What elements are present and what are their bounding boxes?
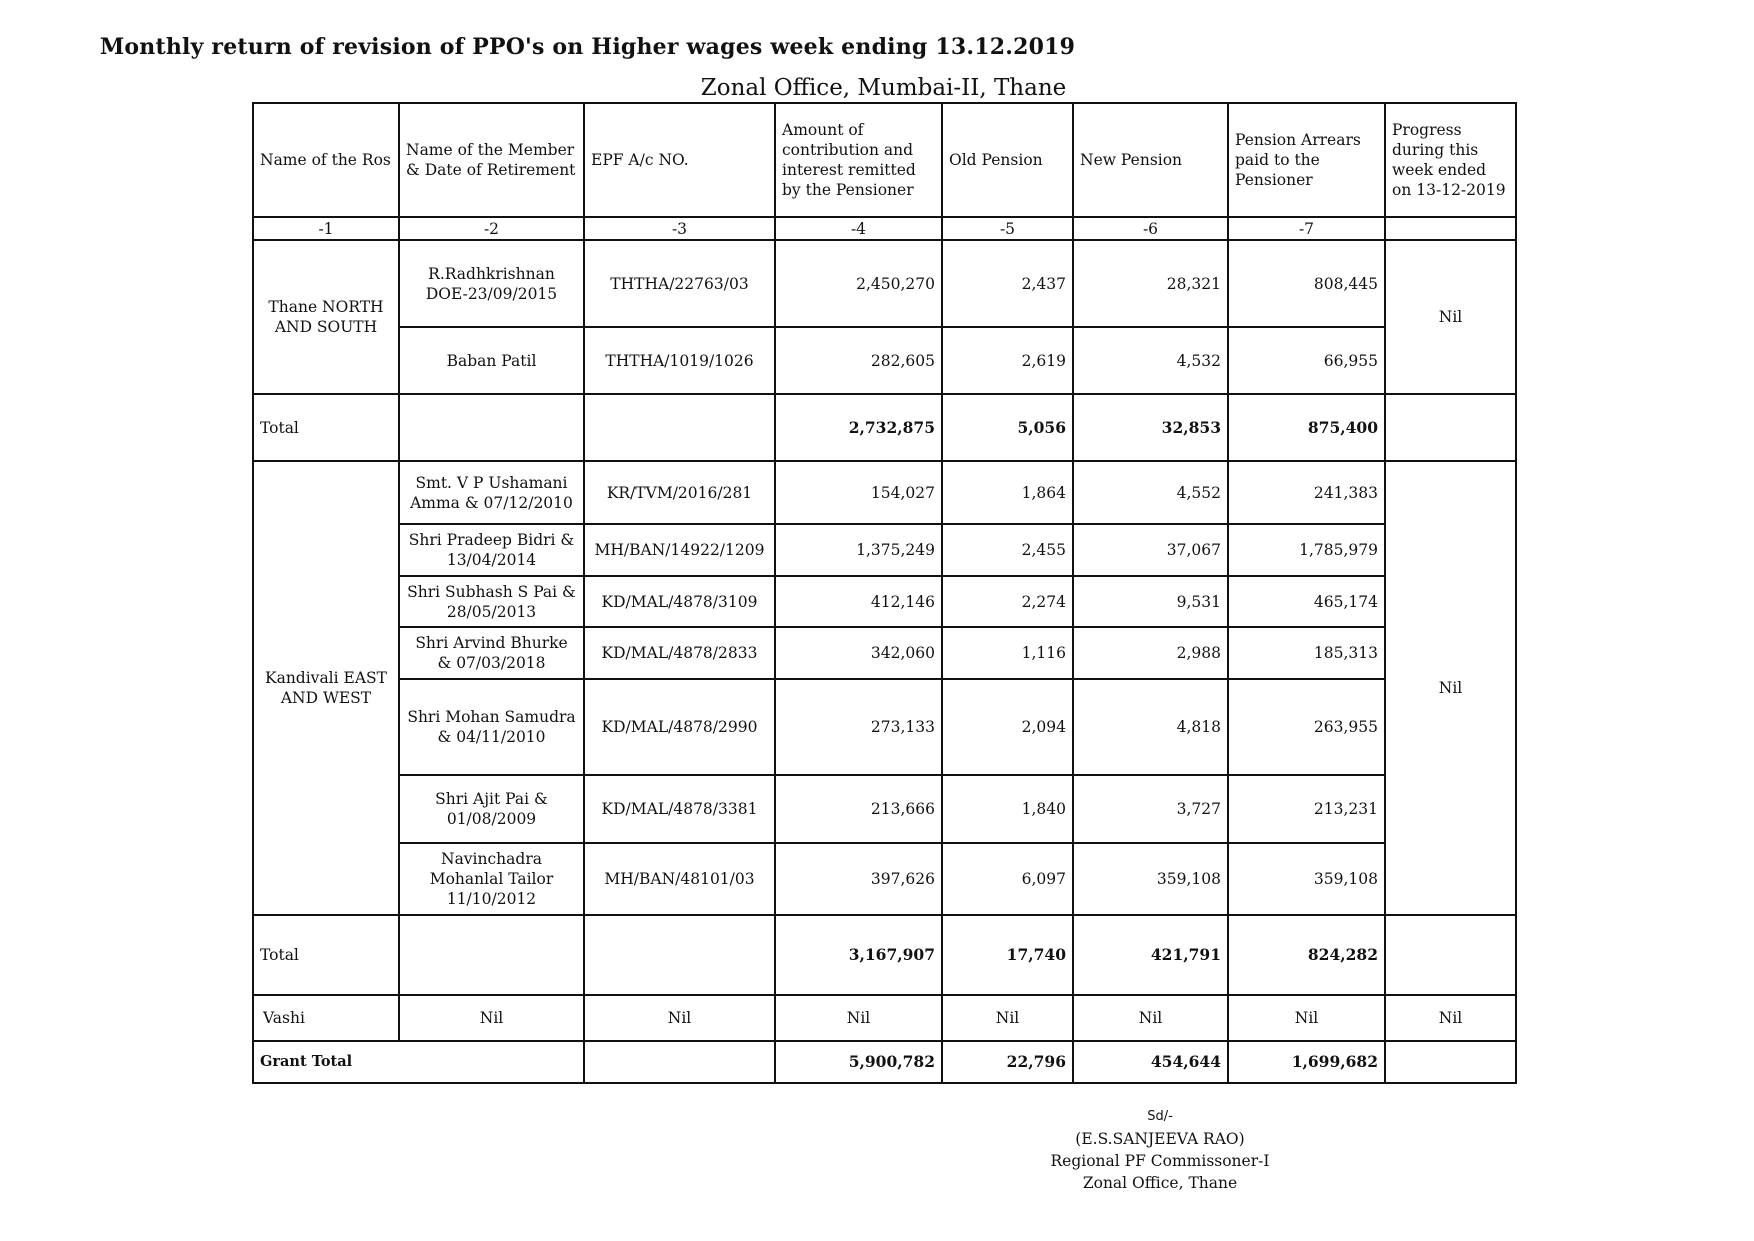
header-member: Name of the Member & Date of Retirement xyxy=(399,103,584,217)
epf-number: KD/MAL/4878/2833 xyxy=(584,627,775,679)
amount-value: 213,666 xyxy=(775,775,942,843)
arrears-value: Nil xyxy=(1228,995,1385,1041)
col-number: -4 xyxy=(775,217,942,240)
header-row xyxy=(253,103,1516,217)
new-pension-value: 359,108 xyxy=(1073,843,1228,915)
member-name: Shri Ajit Pai & 01/08/2009 xyxy=(399,775,584,843)
ro-name-vashi: Vashi xyxy=(253,995,399,1041)
member-name: Shri Subhash S Pai & 28/05/2013 xyxy=(399,576,584,627)
old-pension-value: 2,437 xyxy=(942,240,1073,327)
new-pension-value: 3,727 xyxy=(1073,775,1228,843)
amount-value: 273,133 xyxy=(775,679,942,775)
new-pension-value: 9,531 xyxy=(1073,576,1228,627)
empty-cell xyxy=(584,915,775,995)
new-pension-value: 4,552 xyxy=(1073,461,1228,524)
total-row-kandivali xyxy=(253,915,1516,995)
total-old-pension: 5,056 xyxy=(942,394,1073,461)
table-row xyxy=(253,775,1516,843)
old-pension-value: 6,097 xyxy=(942,843,1073,915)
table-row xyxy=(253,524,1516,576)
revision-return-table xyxy=(252,102,1517,1084)
arrears-value: 213,231 xyxy=(1228,775,1385,843)
table-row xyxy=(253,843,1516,915)
epf-number: MH/BAN/14922/1209 xyxy=(584,524,775,576)
header-arrears: Pension Arrears paid to the Pensioner xyxy=(1228,103,1385,217)
signatory-name: (E.S.SANJEEVA RAO) xyxy=(1075,1130,1245,1148)
amount-value: 397,626 xyxy=(775,843,942,915)
arrears-value: 808,445 xyxy=(1228,240,1385,327)
progress-vashi: Nil xyxy=(1385,995,1516,1041)
table-row xyxy=(253,679,1516,775)
new-pension-value: 2,988 xyxy=(1073,627,1228,679)
old-pension-value: 1,864 xyxy=(942,461,1073,524)
document-title: Monthly return of revision of PPO's on Higher wages week ending 13.12.2019 xyxy=(99,34,1076,60)
total-amount: 3,167,907 xyxy=(775,915,942,995)
empty-cell xyxy=(584,394,775,461)
epf-number: THTHA/1019/1026 xyxy=(584,327,775,394)
col-number: -2 xyxy=(399,217,584,240)
total-new-pension: 32,853 xyxy=(1073,394,1228,461)
header-name-of-ros: Name of the Ros xyxy=(253,103,399,217)
arrears-value: 465,174 xyxy=(1228,576,1385,627)
old-pension-value: 1,840 xyxy=(942,775,1073,843)
empty-cell xyxy=(1385,394,1516,461)
total-new-pension: 421,791 xyxy=(1073,915,1228,995)
total-arrears: 824,282 xyxy=(1228,915,1385,995)
signatory-office: Zonal Office, Thane xyxy=(1082,1174,1238,1192)
amount-value: 342,060 xyxy=(775,627,942,679)
epf-number: KD/MAL/4878/3109 xyxy=(584,576,775,627)
signatory-designation: Regional PF Commissoner-I xyxy=(1050,1152,1270,1170)
empty-cell xyxy=(399,394,584,461)
arrears-value: 1,785,979 xyxy=(1228,524,1385,576)
ro-name-kandivali: Kandivali EAST AND WEST xyxy=(253,461,399,915)
col-number: -7 xyxy=(1228,217,1385,240)
vashi-row xyxy=(253,995,1516,1041)
amount-value: 282,605 xyxy=(775,327,942,394)
header-epf: EPF A/c NO. xyxy=(584,103,775,217)
total-row-thane xyxy=(253,394,1516,461)
member-name: Shri Pradeep Bidri & 13/04/2014 xyxy=(399,524,584,576)
arrears-value: 66,955 xyxy=(1228,327,1385,394)
member-name: Navinchadra Mohanlal Tailor 11/10/2012 xyxy=(399,843,584,915)
empty-cell xyxy=(399,915,584,995)
epf-number: Nil xyxy=(584,995,775,1041)
total-label: Total xyxy=(253,394,399,461)
table-row xyxy=(253,627,1516,679)
total-arrears: 875,400 xyxy=(1228,394,1385,461)
progress-thane: Nil xyxy=(1385,240,1516,394)
old-pension-value: 1,116 xyxy=(942,627,1073,679)
header-amount: Amount of contribution and interest remitted by the Pensioner xyxy=(775,103,942,217)
grand-total-old-pension: 22,796 xyxy=(942,1041,1073,1083)
old-pension-value: 2,094 xyxy=(942,679,1073,775)
empty-cell xyxy=(584,1041,775,1083)
new-pension-value: Nil xyxy=(1073,995,1228,1041)
member-name: R.Radhkrishnan DOE-23/09/2015 xyxy=(399,240,584,327)
grand-total-amount: 5,900,782 xyxy=(775,1041,942,1083)
arrears-value: 241,383 xyxy=(1228,461,1385,524)
col-number: -6 xyxy=(1073,217,1228,240)
member-name: Baban Patil xyxy=(399,327,584,394)
member-name: Shri Mohan Samudra & 04/11/2010 xyxy=(399,679,584,775)
col-number: -3 xyxy=(584,217,775,240)
col-number: -1 xyxy=(253,217,399,240)
signature-block xyxy=(1030,1128,1290,1194)
ro-name-thane: Thane NORTH AND SOUTH xyxy=(253,240,399,394)
epf-number: KD/MAL/4878/3381 xyxy=(584,775,775,843)
grand-total-new-pension: 454,644 xyxy=(1073,1041,1228,1083)
table-row xyxy=(253,327,1516,394)
grand-total-row xyxy=(253,1041,1516,1083)
arrears-value: 359,108 xyxy=(1228,843,1385,915)
amount-value: 2,450,270 xyxy=(775,240,942,327)
empty-cell xyxy=(1385,1041,1516,1083)
old-pension-value: 2,455 xyxy=(942,524,1073,576)
header-old-pension: Old Pension xyxy=(942,103,1073,217)
amount-value: 1,375,249 xyxy=(775,524,942,576)
epf-number: THTHA/22763/03 xyxy=(584,240,775,327)
arrears-value: 263,955 xyxy=(1228,679,1385,775)
epf-number: KR/TVM/2016/281 xyxy=(584,461,775,524)
signature-sd: Sd/- xyxy=(1147,1109,1173,1124)
old-pension-value: 2,274 xyxy=(942,576,1073,627)
arrears-value: 185,313 xyxy=(1228,627,1385,679)
col-number: -5 xyxy=(942,217,1073,240)
header-new-pension: New Pension xyxy=(1073,103,1228,217)
table-row xyxy=(253,461,1516,524)
old-pension-value: Nil xyxy=(942,995,1073,1041)
member-name: Nil xyxy=(399,995,584,1041)
progress-kandivali: Nil xyxy=(1385,461,1516,915)
epf-number: KD/MAL/4878/2990 xyxy=(584,679,775,775)
amount-value: Nil xyxy=(775,995,942,1041)
document-subtitle: Zonal Office, Mumbai-II, Thane xyxy=(700,75,1067,101)
table-row xyxy=(253,240,1516,327)
new-pension-value: 37,067 xyxy=(1073,524,1228,576)
amount-value: 412,146 xyxy=(775,576,942,627)
new-pension-value: 4,532 xyxy=(1073,327,1228,394)
new-pension-value: 28,321 xyxy=(1073,240,1228,327)
grand-total-arrears: 1,699,682 xyxy=(1228,1041,1385,1083)
grand-total-label: Grant Total xyxy=(253,1041,584,1083)
column-number-row xyxy=(253,217,1516,240)
old-pension-value: 2,619 xyxy=(942,327,1073,394)
amount-value: 154,027 xyxy=(775,461,942,524)
total-label: Total xyxy=(253,915,399,995)
new-pension-value: 4,818 xyxy=(1073,679,1228,775)
table-row xyxy=(253,576,1516,627)
col-number xyxy=(1385,217,1516,240)
total-old-pension: 17,740 xyxy=(942,915,1073,995)
total-amount: 2,732,875 xyxy=(775,394,942,461)
member-name: Shri Arvind Bhurke & 07/03/2018 xyxy=(399,627,584,679)
header-progress: Progress during this week ended on 13-12-2019 xyxy=(1385,103,1516,217)
member-name: Smt. V P Ushamani Amma & 07/12/2010 xyxy=(399,461,584,524)
empty-cell xyxy=(1385,915,1516,995)
epf-number: MH/BAN/48101/03 xyxy=(584,843,775,915)
